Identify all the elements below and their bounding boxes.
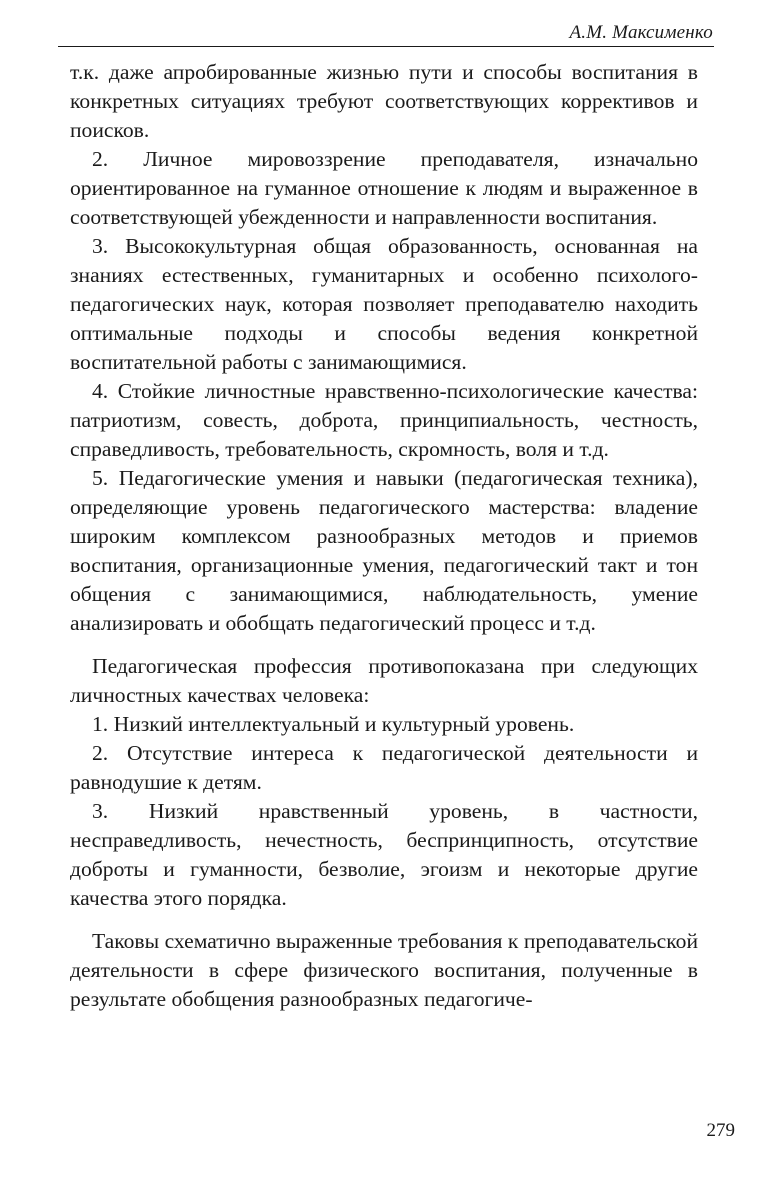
body-text: [70, 58, 698, 1014]
header-rule: [58, 46, 714, 47]
paragraph-contra-3: 3. Низкий нравственный уровень, в частности, несправедливость, нечестность, беспринципность, отсутствие доброты и гуманности, безволие, эгоизм и некоторые другие качества этого порядка.: [70, 799, 698, 910]
paragraph-item-3: 3. Высококультурная общая образованность, основанная на знаниях естественных, гуманитарных и особенно психолого-педагогических наук, которая позволяет преподавателю находить оптимальные подходы и способы ведения конкретной воспитательной работы с занимающимися.: [70, 234, 698, 374]
paragraph-contra-1: 1. Низкий интеллектуальный и культурный уровень.: [92, 712, 575, 736]
paragraph-item-4: 4. Стойкие личностные нравственно-психологические качества: патриотизм, совесть, доброта, принципиальность, честность, справедливость, требовательность, скромность, воля и т.д.: [70, 379, 698, 461]
paragraph-contraindications-intro: Педагогическая профессия противопоказана при следующих личностных качествах человека:: [70, 654, 698, 707]
paragraph-item-5: 5. Педагогические умения и навыки (педагогическая техника), определяющие уровень педагогического мастерства: владение широким комплексом разнообразных методов и приемов воспитания, организационные умения, педагогический такт и тон общения с занимающимися, наблюдательность, умение анализировать и обобщать педагогический процесс и т.д.: [70, 466, 698, 635]
paragraph-item-2: 2. Личное мировоззрение преподавателя, изначально ориентированное на гуманное отношение к людям и выраженное в соответствующей убежденности и направленности воспитания.: [70, 147, 698, 229]
page-number: 279: [706, 1120, 735, 1141]
paragraph-continuation: т.к. даже апробированные жизнью пути и способы воспитания в конкретных ситуациях требуют соответствующих коррективов и поисков.: [70, 60, 698, 142]
paragraph-contra-2: 2. Отсутствие интереса к педагогической деятельности и равнодушие к детям.: [70, 741, 698, 794]
paragraph-summary: Таковы схематично выраженные требования к преподавательской деятельности в сфере физического воспитания, полученные в результате обобщения разнообразных педагогиче-: [70, 929, 698, 1011]
running-head: А.М. Максименко: [569, 22, 713, 43]
